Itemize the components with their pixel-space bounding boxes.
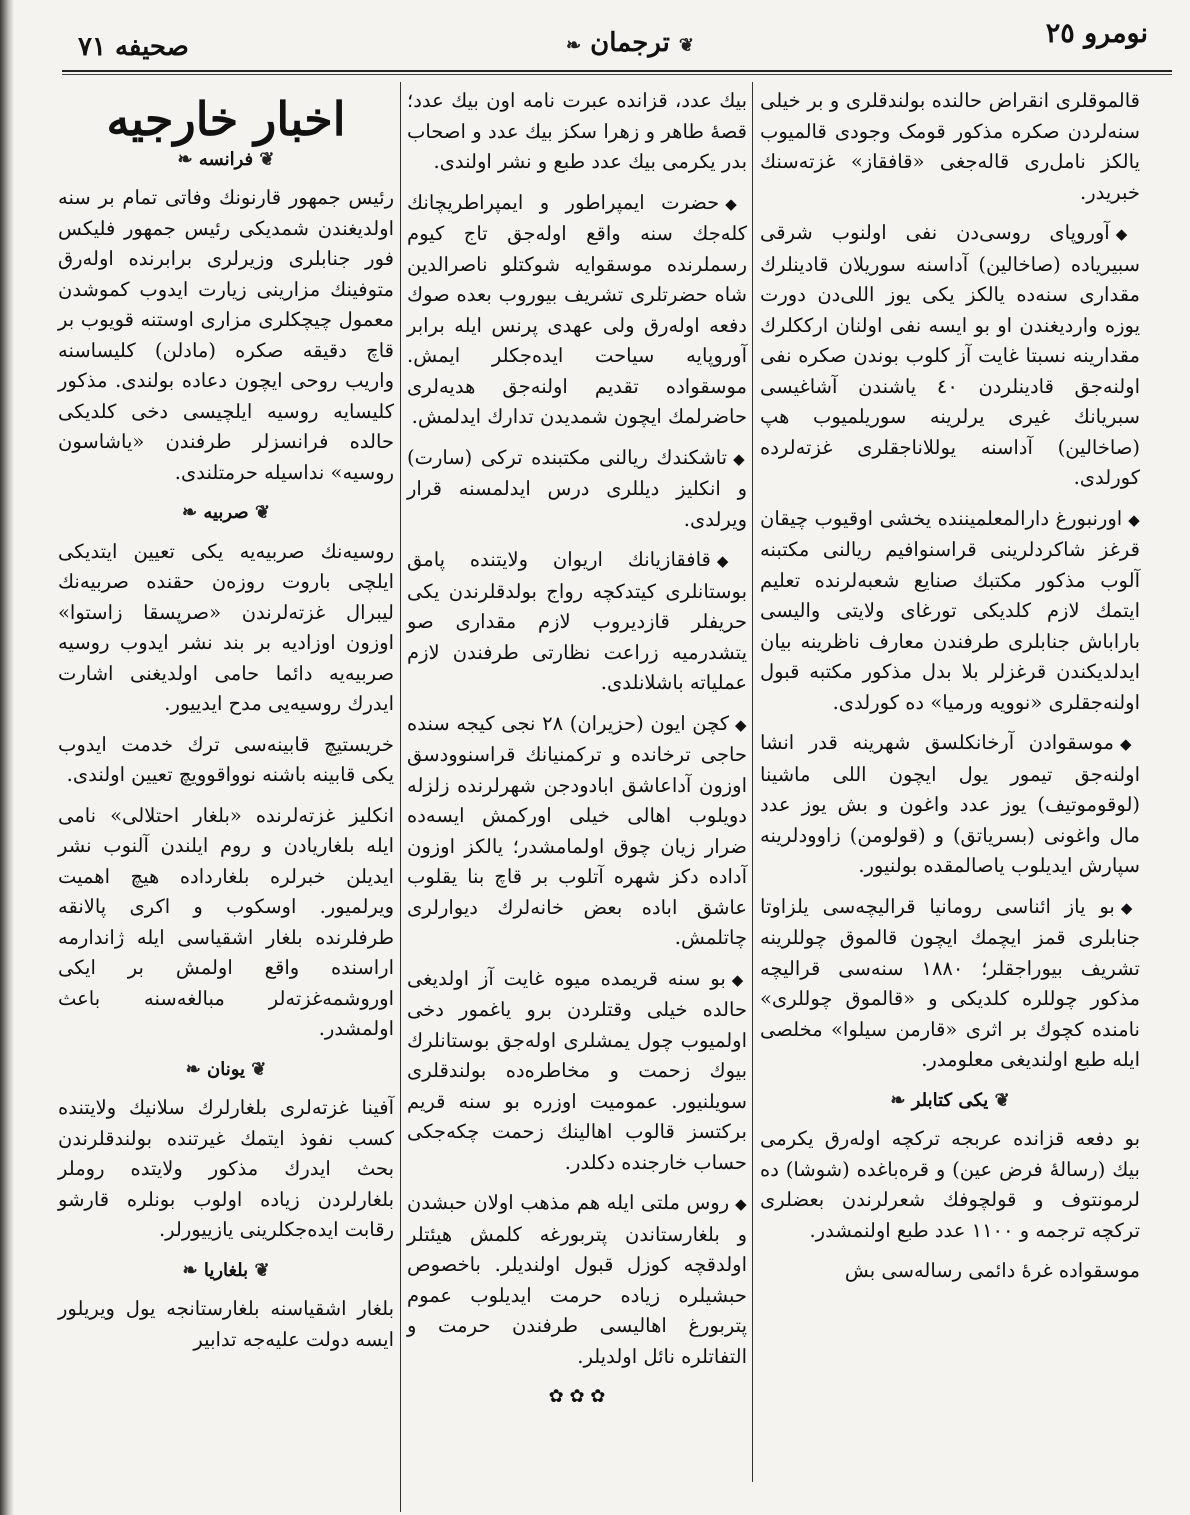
news-item: بو دفعه قزانده عربجه ترکچه اوله‌رق یکرمی بیك (رسالهٔ فرض عین) و قره‌باغده (شوشا) ده لرمونتوف و قولچوفك شعرلرندن بعضلری ترکچه ترجمه و ١١٠٠ عدد طبع اولنمشدر. [760, 1127, 1140, 1242]
column-right [760, 86, 1140, 1486]
diamond-bullet-icon: ◆ [733, 449, 747, 468]
news-item: آفینا غزته‌لری بلغارلرك سلانیك ولایتنده کسب نفوذ ایتمك غیرتنده بولندقلرندن بحث ایدرك مذکور ولایتده روملر بلغارلردن زیاده اولوب بونلره قارشو رقابت ایده‌جکلرینی یازییورلر. [58, 1096, 394, 1241]
diamond-bullet-icon: ◆ [735, 1195, 747, 1213]
ornament-icon: ❦ [259, 148, 275, 170]
diamond-bullet-icon: ◆ [1128, 510, 1140, 529]
ornament-icon: ❧ [565, 35, 582, 56]
section-heading-serbia: ❦ صربیه ❧ [181, 502, 271, 523]
ornament-icon: ❦ [251, 1058, 267, 1080]
section-heading-bulgaria: ❦ بلغاریا ❧ [182, 1259, 270, 1281]
header-rule-thin [62, 74, 1172, 75]
news-item: ◆موسقوادن آرخانکلسق شهرینه قدر انشا اولنه‌جق تیمور یول ایچون اللی ماشینا (لوقوموتیف) یوز عدد واغون و بش یوز عدد مال واغونی (بسریاتق) و (قولومن) زاوودلرینه سپارش ایدیلوب یاصالمقده بولنیور. [760, 731, 1140, 877]
news-item: ◆اورنبورغ دارالمعلمیننده یخشی اوقیوب چیقان قرغز شاکردلرینی قراسنوافیم ریالنی مکتبنه آلوب مذکور مکتبك صنایع شعبه‌لرنده تعلیم ایتمك لازم کلدیکی تورغای ولایتی والیسی باراباش جنابلری طرفندن معارف ناظرینه بیان ایدلدیکندن قرغزلر بلا بدل مذکور مکتبه قبول اولنه‌جقلری «نوویه ورمیا» ده کورلدی. [760, 506, 1140, 714]
column-middle [407, 86, 747, 1486]
ornament-icon: ❦ [254, 502, 271, 523]
news-item: روسیه‌نك صربیه‌یه یکی تعیین ایتدیکی ایلچی باروت روزه‌ن حقنده صربیه‌نك لیبرال غزته‌لرندن «صرپسقا زاستوا» اوزون اوزادیه بر بند نشر ایدوب روسیه صربیه‌یه دائما حامی اولدیغنی اشارت ایدرك روسیه‌یی مدح ایدییور. [58, 539, 394, 715]
ornament-icon: ❧ [890, 1089, 906, 1111]
foreign-news-masthead: اخبار خارجیه [106, 92, 346, 146]
header-rule [62, 70, 1172, 72]
news-item: ◆آوروپای روسی‌دن نفی اولنوب شرقی سبیریاده (صاخالین) آداسنه سوریلان قادینلرك مقداری سنه‌ده یالکز یکی یوز اللی‌دن دورت یوزه واردیغندن او بو ایسه نفی اولنان ارککلرك مقدارینه نسبتا غایت آز کلوب بوندن صکره نفی اولنه‌جق قادینلردن ٤٠ یاشندن آشاغیسی سبریانك غیری یرلرینه سوریلمیوب هپ (صاخالین) آداسنه یوللاناجقلری غزته‌لرده کورلدی. [760, 221, 1140, 489]
news-item: خریستیچ قابینه‌سی ترك خدمت ایدوب یکی قابینه باشنه نوواقوویچ تعیین اولندی. [58, 732, 394, 786]
ornament-icon: ❦ [994, 1089, 1010, 1111]
column-divider [400, 82, 401, 1512]
column-divider [752, 82, 753, 1482]
column-left [58, 86, 394, 1506]
newspaper-title [530, 28, 730, 58]
news-item: ◆روس ملتی ایله هم مذهب اولان حبشدن و بلغارستاندن پتربورغه کلمش هیئتلر اولدقچه کوزل قبول اولندیلر. باخصوص حبشیلره زیاده حرمت ایدیلوب عموم پتربورغ اهالیسی طرفندن حرمت و التفاتلره نائل اولدیلر. [407, 1191, 747, 1368]
ornament-icon: ❦ [254, 1259, 270, 1281]
news-item: بیك عدد، قزانده عبرت نامه اون بیك عدد؛ قصهٔ طاهر و زهرا سکز بیك عدد و اصحاب بدر یکرمی بیك عدد طبع و نشر اولندی. [407, 89, 747, 173]
section-heading-books: ❦ یکی کتابلر ❧ [890, 1089, 1010, 1111]
page-edge-shadow [0, 0, 14, 1515]
ornament-icon: ❧ [185, 1058, 201, 1080]
diamond-bullet-icon: ◆ [734, 715, 747, 734]
news-item: قالموقلری انقراض حالنده بولندقلری و بر خیلی سنه‌لردن صکره مذکور قومک وجودی قالمیوب یالکز نامل‌ری قاله‌جغی «قافقاز» غزته‌سنك خبریدر. [760, 89, 1140, 204]
news-item: انکلیز غزته‌لرنده «بلغار احتلالی» نامی ایله بلغاریادن و روم ایلندن آلنوب نشر ایدیلن خبرلره بلغارداده هیچ اهمیت ویرلمیور. اوسکوب و اکری پالانقه طرفلرنده بلغار اشقیاسی ایله ژاندارمه اراسنده واقع اولمش بر ایکی اوروشمه‌غزته‌لر مبالغه‌سنه باعث اولمشدر. [58, 803, 394, 1040]
section-heading-france: ❦ فرانسه ❧ [177, 148, 275, 170]
diamond-bullet-icon: ◆ [731, 970, 747, 989]
diamond-bullet-icon: ◆ [1120, 735, 1140, 753]
diamond-bullet-icon: ◆ [1115, 225, 1140, 243]
news-item: ◆بو سنه قریمده میوه غایت آز اولدیغی حالده خیلی وقتلردن برو یاغمور دخی اولمیوب چول یمشلری اوله‌جق بوستانلرك بیوك زحمت و مخاطره‌ده بولندقلری سویلنیور. عمومیت اوزره بو سنه قریم برکتسز قالوب اهالینك زحمت چکه‌جکی حساب خارجنده دکلدر. [407, 966, 747, 1174]
news-item: ◆حضرت ایمپراطور و ایمپراطریچانك کله‌جك سنه واقع اوله‌جق تاج کیوم رسملرنده موسقوایه شوکتلو ناصرالدین شاه حضرتلری تشریف بیوروب بعده صوك دفعه اوله‌رق ولی عهدی پرنس ایله برابر آوروپایه سیاحت ایده‌جکلر ایمش. موسقواده تقدیم اولنه‌جق هدیه‌لری حاضرلمك ایچون شمدیدن تدارك ایدلمش. [407, 190, 747, 428]
page-header [60, 12, 1170, 62]
news-item: ◆کچن ایون (حزیران) ٢٨ نجی کیجه سنده حاجی ترخانده و ترکمنیانك قراسنوودسق اوزون آداعاشق ابادودجن شهرلرنده زلزله دویلوب اهالی خیلی اورکمش ایسه‌ده ضرار زیان چوق اولمامشدر؛ یالکز اوزون آداده دکز شهره آتلوب بر قاچ بنا یقلوب عاشق اباده بعض خانه‌لرك دیوارلری چاتلمش. [407, 711, 747, 949]
news-item: ◆تاشکندك ریالنی مکتبنده ترکی (سارت) و انکلیز دیللری درس ایدلمسنه قرار ویرلدی. [407, 445, 747, 531]
end-ornament: ✿ ✿ ✿ [548, 1386, 606, 1407]
news-item: رئیس جمهور قارنونك وفاتی تمام بر سنه اولدیغندن شمدیکی رئیس جمهور فلیکس فور جنابلری وزیرلری برابرنده اوله‌رق متوفینك مزارینی زیارت ایدوب کموشدن معمول چیچکلری مزاری اوستنه قویوب بر قاچ دقیقه صکره (مادلن) کلیساسنه واریب روحی ایچون دعاده بولندی. مذکور کلیسایه روسیه ایلچیسی دخی کلدیکی حالده فرانسزلر طرفندن «یاشاسون روسیه» نداسیله حرمتلندی. [58, 186, 394, 484]
diamond-bullet-icon: ◆ [1120, 898, 1140, 917]
section-heading-greece: ❦ یونان ❧ [185, 1058, 267, 1080]
diamond-bullet-icon: ◆ [725, 194, 747, 213]
ornament-icon: ❧ [182, 1259, 198, 1281]
ornament-icon: ❦ [678, 35, 694, 56]
diamond-bullet-icon: ◆ [716, 552, 748, 570]
issue-number: نومرو ٢٥ [1045, 18, 1148, 49]
ornament-icon: ❧ [177, 148, 193, 170]
news-item: ◆قافقازیانك اریوان ولایتنده پامق بوستانلری کیتدکچه رواج بولدقلرندن یکی حریفلر قازدیروب لازم مقداری صو یتشدرمیه زراعت نظارتی طرفندن لازم عملیاته باشلانلدی. [407, 548, 748, 694]
newspaper-title-text: ترجمان [590, 28, 670, 58]
news-item: موسقواده غرهٔ دائمی رساله‌سی بش [844, 1259, 1140, 1282]
page-number: صحیفه ٧١ [78, 32, 189, 62]
news-item: ◆بو یاز ائناسی رومانیا قرالیچه‌سی یلزاوتا جنابلری قمز ایچمك ایچون قالموق چوللرینه تشریف بیوراجقلر؛ ١٨٨٠ سنه‌سی قرالیچه مذکور چوللره کلدیکی و «قالموق چوللری» نامنده کچوك بر اثری «قارمن سیلوا» مخلصی ایله طبع اولندیغی معلومدر. [760, 894, 1140, 1071]
news-item: بلغار اشقیاسنه بلغارستانجه یول ویریلور ایسه دولت علیه‌جه تدابیر [58, 1297, 394, 1351]
ornament-icon: ❧ [181, 502, 198, 523]
